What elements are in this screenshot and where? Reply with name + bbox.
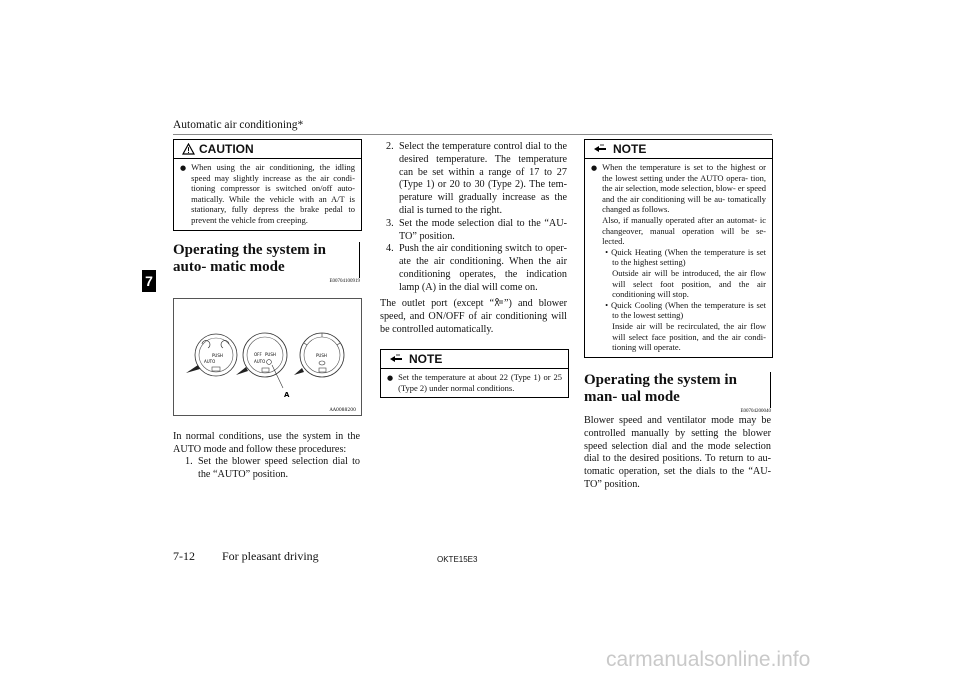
title-rule (359, 242, 360, 278)
quick-heading-head: • Quick Heating (When the temperature is set to the highest setting) (605, 246, 766, 268)
step-number: 4. (386, 243, 394, 255)
note-box-1 (380, 349, 569, 398)
dial3-push-label: PUSH (316, 353, 327, 358)
step-text: Set the blower speed selection dial to the “AUTO” position. (198, 456, 360, 480)
caution-text: When using the air conditioning, the idling speed may slightly increase as the air condi- tioning compressor is switched on/off auto- matically. While the vehicle with an A/T is stationary, fully depress the brake pedal to prevent the vehicle from creeping. (191, 162, 355, 225)
note2-text: When the temperature is set to the highest or the lowest setting under the AUTO opera- tion, the air selection, mode selection, blow- er speed and the air conditioning will be au- tomatically changed as follows. (602, 162, 766, 215)
outlet-text-a: The outlet port (except “ (380, 298, 495, 309)
manual-mode-code: E00704200040 (740, 409, 771, 414)
step-text: Push the air conditioning switch to oper- ate the air conditioning. When the air conditioning operates, the indication lamp (A) in the dial will come on. (399, 243, 567, 293)
auto-mode-intro: In normal conditions, use the system in the AUTO mode and follow these procedures: (173, 431, 360, 455)
control-panel-figure (173, 298, 362, 416)
caution-header (174, 140, 361, 159)
warning-triangle-icon (182, 143, 195, 155)
page-number: 7-12 (173, 549, 195, 563)
note-label: NOTE (409, 352, 443, 366)
step-4 (380, 243, 567, 294)
steps-list (380, 141, 567, 295)
header-rule (173, 134, 772, 135)
face-vent-icon (494, 298, 504, 307)
auto-mode-title: Operating the system in auto- matic mode (173, 242, 326, 275)
step-text: Select the temperature control dial to the desired temperature. The temperature can be set within a range of 17 to 27 (Type 1) or 20 to 30 (Type 2). The tem- perature will gradually increase as the dial is turned to the right. (399, 141, 567, 216)
watermark: carmanualsonline.info (606, 648, 811, 671)
manual-mode-title: Operating the system in man- ual mode (584, 372, 737, 405)
callout-a-label: A (284, 391, 290, 399)
footer-code: OKTE15E3 (437, 555, 478, 564)
title-rule (770, 372, 771, 408)
note1-text: Set the temperature at about 22 (Type 1) or 25 (Type 2) under normal conditions. (398, 372, 562, 393)
bullet-icon: ● (387, 374, 394, 382)
dial2-push-label: PUSH (265, 352, 276, 357)
dial2-off-label: OFF (254, 352, 262, 357)
footer-chapter: For pleasant driving (222, 549, 319, 563)
note-hand-icon (389, 353, 405, 365)
step-text: Set the mode selection dial to the “AU- TO” position. (399, 217, 567, 242)
auto-mode-code: E00704100919 (329, 279, 360, 284)
step-3 (380, 218, 567, 244)
bullet-icon: ● (591, 164, 598, 172)
step-2 (380, 141, 567, 218)
dial1-auto-label: AUTO (204, 359, 216, 364)
control-dials-illustration (174, 299, 361, 415)
quick-cooling-head: • Quick Cooling (When the temperature is set to the lowest setting) (605, 299, 767, 321)
caution-label: CAUTION (199, 142, 254, 156)
caution-box (173, 139, 362, 231)
quick-cooling-body: Inside air will be recirculated, the air flow will select face position, and the air condi- tioning will operate. (612, 320, 766, 353)
bullet-icon: ● (180, 164, 187, 172)
figure-code: AA0088200 (329, 408, 356, 413)
outlet-paragraph (380, 298, 567, 336)
chapter-tab: 7 (142, 270, 156, 292)
manual-mode-text: Blower speed and ventilator mode may be controlled manually by setting the blower speed selection dial and the mode selection dial to the desired positions. To return to au- tomatic operation, set the dials to the “AU- TO” position. (584, 415, 771, 490)
step-number: 3. (386, 217, 394, 229)
step-number: 1. (185, 456, 193, 467)
outlet-text-b: ”) and blower speed, and ON/OFF of air conditioning will be controlled automatically. (380, 298, 567, 335)
note2-also: Also, if manually operated after an automat- ic changeover, manual operation will be se- lected. (602, 214, 766, 247)
step-1 (173, 456, 360, 482)
note-hand-icon (593, 143, 609, 155)
note-label: NOTE (613, 142, 647, 156)
running-header: Automatic air conditioning* (173, 119, 304, 131)
dial2-auto-label: AUTO (254, 359, 266, 364)
step-number: 2. (386, 141, 394, 152)
note-header (585, 140, 772, 159)
quick-heating-body: Outside air will be introduced, the air flow will select foot position, and the air conditioning will stop. (612, 267, 766, 300)
dial1-push-label: PUSH (212, 353, 223, 358)
note-header (381, 350, 568, 369)
note-box-2 (584, 139, 773, 358)
